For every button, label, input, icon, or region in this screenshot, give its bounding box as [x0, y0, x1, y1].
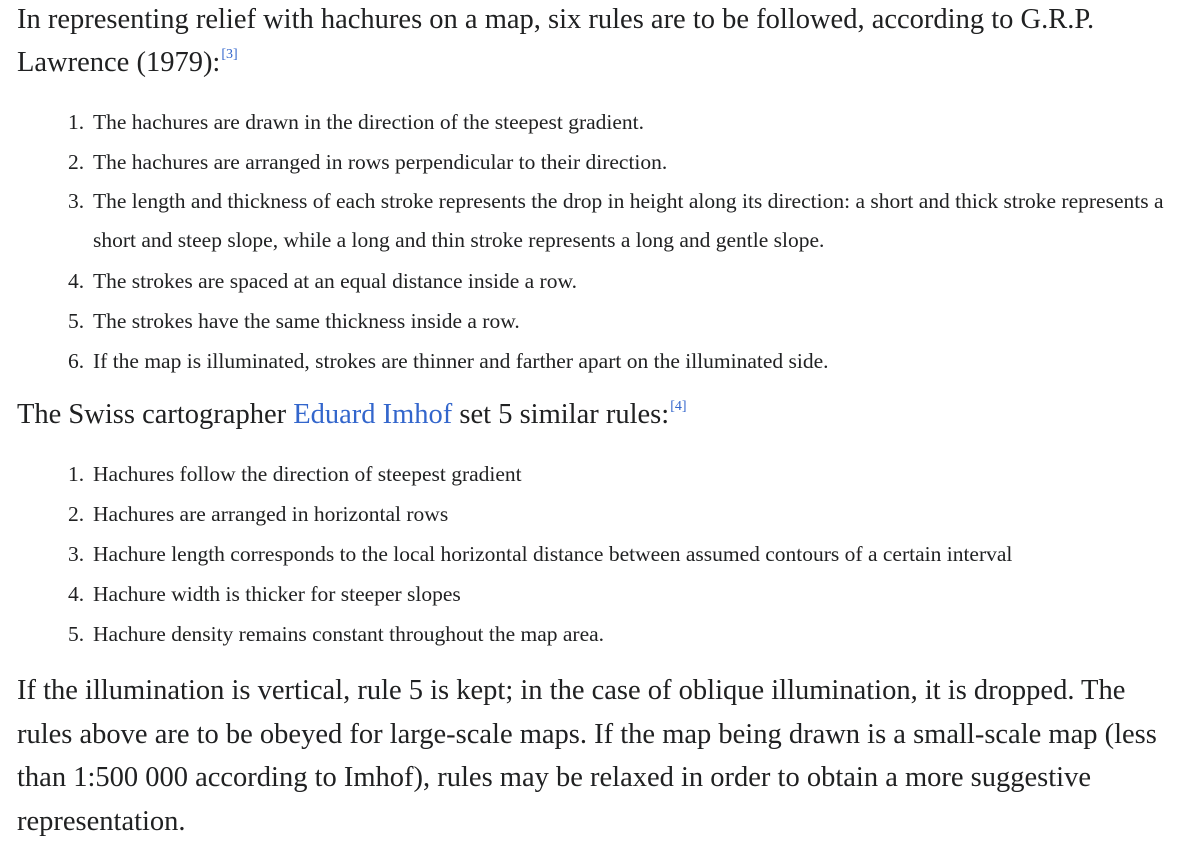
- closing-paragraph: If the illumination is vertical, rule 5 is kept; in the case of oblique illumination, it is dropped. The rules above are to be obeyed for large-scale maps. If the map being drawn is a small-scale map (less than 1:500 000 according to Imhof), rules may be relaxed in order to obtain a more suggestive representation.: [17, 675, 1157, 837]
- imhof-intro-before: The Swiss cartographer: [17, 399, 294, 430]
- lawrence-rules-list: [68, 102, 1178, 381]
- list-item-number: 5.: [68, 622, 85, 646]
- reference-3-link[interactable]: [3]: [221, 47, 238, 62]
- imhof-intro-after: set 5 similar rules:: [452, 399, 670, 430]
- list-item-text: Hachures are arranged in horizontal rows: [93, 502, 449, 526]
- list-item: [68, 102, 1178, 142]
- list-item-text: The length and thickness of each stroke represents the drop in height along its direction: a short and thick stroke represents a short and steep slope, while a long and thin stroke represents a long and gentle slope.: [93, 189, 1164, 252]
- imhof-intro-paragraph: [17, 393, 1187, 436]
- list-item-number: 4.: [68, 582, 85, 606]
- list-item: [68, 614, 1188, 654]
- list-item-number: 3.: [68, 542, 85, 566]
- intro-text: In representing relief with hachures on a map, six rules are to be followed, according to G.R.P. Lawrence (1979):: [17, 4, 1095, 78]
- list-item-number: 4.: [68, 269, 85, 293]
- list-item-text: If the map is illuminated, strokes are thinner and farther apart on the illuminated side.: [93, 349, 829, 373]
- list-item: [68, 301, 1178, 341]
- list-item-number: 5.: [68, 309, 85, 333]
- list-item-text: The hachures are drawn in the direction of the steepest gradient.: [93, 110, 645, 134]
- list-item: [68, 454, 1188, 494]
- list-item-number: 1.: [68, 462, 85, 486]
- list-item-text: Hachure density remains constant throughout the map area.: [93, 622, 605, 646]
- list-item-text: The strokes have the same thickness inside a row.: [93, 309, 520, 333]
- list-item-text: Hachure length corresponds to the local horizontal distance between assumed contours of a certain interval: [93, 542, 1013, 566]
- list-item: [68, 341, 1178, 381]
- list-item: [68, 534, 1188, 574]
- list-item: [68, 142, 1178, 182]
- list-item-number: 6.: [68, 349, 85, 373]
- intro-paragraph: [17, 0, 1187, 84]
- list-item-number: 3.: [68, 189, 85, 213]
- list-item-number: 2.: [68, 150, 85, 174]
- imhof-rules-list: [68, 454, 1188, 654]
- list-item-number: 2.: [68, 502, 85, 526]
- list-item-text: The strokes are spaced at an equal distance inside a row.: [93, 269, 577, 293]
- list-item-text: The hachures are arranged in rows perpendicular to their direction.: [93, 150, 668, 174]
- list-item: [68, 261, 1178, 301]
- list-item: [68, 574, 1188, 614]
- list-item-text: Hachure width is thicker for steeper slopes: [93, 582, 461, 606]
- list-item: [68, 494, 1188, 534]
- list-item-number: 1.: [68, 110, 85, 134]
- eduard-imhof-link[interactable]: Eduard Imhof: [293, 399, 453, 430]
- reference-4-link[interactable]: [4]: [670, 399, 687, 414]
- list-item-text: Hachures follow the direction of steepest gradient: [93, 462, 522, 486]
- list-item: [68, 182, 1178, 260]
